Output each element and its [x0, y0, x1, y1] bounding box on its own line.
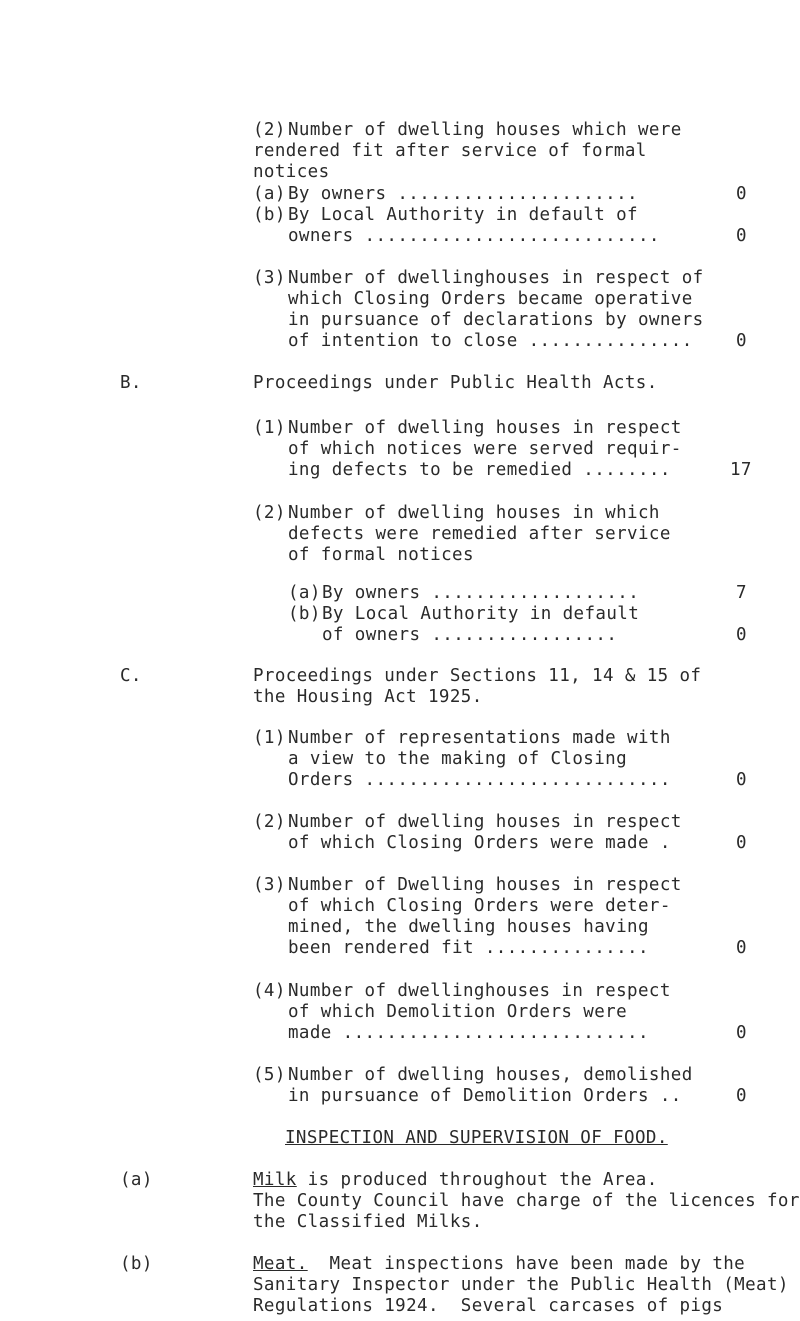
item-value: 17: [730, 460, 752, 480]
item-text: been rendered fit ...............: [288, 938, 649, 958]
item-value: 0: [736, 226, 747, 246]
milk-text: The County Council have charge of the licences for: [253, 1191, 800, 1211]
milk-title: Milk: [253, 1170, 297, 1190]
meat-paragraph-first-line: [253, 1254, 745, 1275]
item-number: (2): [253, 120, 286, 140]
item-text: Number of dwelling houses, demolished: [288, 1065, 693, 1085]
item-value: 0: [736, 1086, 747, 1106]
milk-text: the Classified Milks.: [253, 1212, 483, 1232]
item-text: Number of dwelling houses in which: [288, 503, 660, 523]
item-text: of which Closing Orders were deter-: [288, 896, 671, 916]
item-text: a view to the making of Closing: [288, 749, 628, 769]
item-number: (5): [253, 1065, 286, 1085]
section-heading: Proceedings under Public Health Acts.: [253, 373, 658, 393]
item-value: 0: [736, 184, 747, 204]
paragraph-marker: (a): [120, 1170, 153, 1190]
item-value: 0: [736, 770, 747, 790]
item-text: notices: [253, 162, 330, 182]
item-text: Number of dwelling houses in respect: [288, 812, 682, 832]
item-text: of which Demolition Orders were: [288, 1002, 628, 1022]
item-text: of intention to close ...............: [288, 331, 693, 351]
inspection-heading: INSPECTION AND SUPERVISION OF FOOD.: [285, 1128, 668, 1148]
paragraph-marker: (b): [120, 1254, 153, 1274]
milk-paragraph-first-line: [253, 1170, 658, 1191]
milk-text: is produced throughout the Area.: [296, 1170, 658, 1190]
item-number: (2): [253, 812, 286, 832]
sub-item-marker: (b): [253, 205, 286, 225]
item-number: (2): [253, 503, 286, 523]
meat-text: Meat inspections have been made by the: [307, 1254, 746, 1274]
sub-item-text: of owners .................: [322, 625, 618, 645]
item-value: 0: [736, 625, 747, 645]
sub-item-marker: (a): [253, 184, 286, 204]
sub-item-text: By Local Authority in default of: [288, 205, 638, 225]
item-number: (4): [253, 981, 286, 1001]
item-text: made ............................: [288, 1023, 649, 1043]
item-text: ing defects to be remedied ........: [288, 460, 671, 480]
meat-title: Meat.: [253, 1254, 308, 1274]
item-text: Number of dwellinghouses in respect: [288, 981, 671, 1001]
item-number: (1): [253, 728, 286, 748]
item-text: Number of representations made with: [288, 728, 671, 748]
sub-item-marker: (b): [288, 604, 321, 624]
item-text: which Closing Orders became operative: [288, 289, 693, 309]
item-text: of which notices were served requir-: [288, 439, 682, 459]
item-text: of formal notices: [288, 545, 474, 565]
item-value: 0: [736, 938, 747, 958]
item-text: Number of dwelling houses in respect: [288, 418, 682, 438]
item-text: Number of dwellinghouses in respect of: [288, 268, 704, 288]
item-text: rendered fit after service of formal: [253, 141, 647, 161]
section-letter: C.: [120, 666, 142, 686]
meat-text: Regulations 1924. Several carcases of pigs: [253, 1296, 724, 1316]
sub-item-text: owners ...........................: [288, 226, 660, 246]
item-text: of which Closing Orders were made .: [288, 833, 671, 853]
section-heading: the Housing Act 1925.: [253, 687, 483, 707]
item-text: Number of Dwelling houses in respect: [288, 875, 682, 895]
sub-item-text: By Local Authority in default: [322, 604, 640, 624]
item-number: (3): [253, 268, 286, 288]
item-value: 0: [736, 331, 747, 351]
section-heading: Proceedings under Sections 11, 14 & 15 of: [253, 666, 702, 686]
item-value: 7: [736, 583, 747, 603]
item-number: (1): [253, 418, 286, 438]
item-number: (3): [253, 875, 286, 895]
item-value: 0: [736, 833, 747, 853]
sub-item-text: By owners ......................: [288, 184, 638, 204]
item-text: mined, the dwelling houses having: [288, 917, 649, 937]
item-text: in pursuance of declarations by owners: [288, 310, 704, 330]
sub-item-text: By owners ...................: [322, 583, 640, 603]
item-value: 0: [736, 1023, 747, 1043]
item-text: Orders ............................: [288, 770, 671, 790]
sub-item-marker: (a): [288, 583, 321, 603]
item-text: Number of dwelling houses which were: [288, 120, 682, 140]
meat-text: Sanitary Inspector under the Public Health (Meat): [253, 1275, 789, 1295]
section-letter: B.: [120, 373, 142, 393]
item-text: in pursuance of Demolition Orders ..: [288, 1086, 682, 1106]
item-text: defects were remedied after service: [288, 524, 671, 544]
